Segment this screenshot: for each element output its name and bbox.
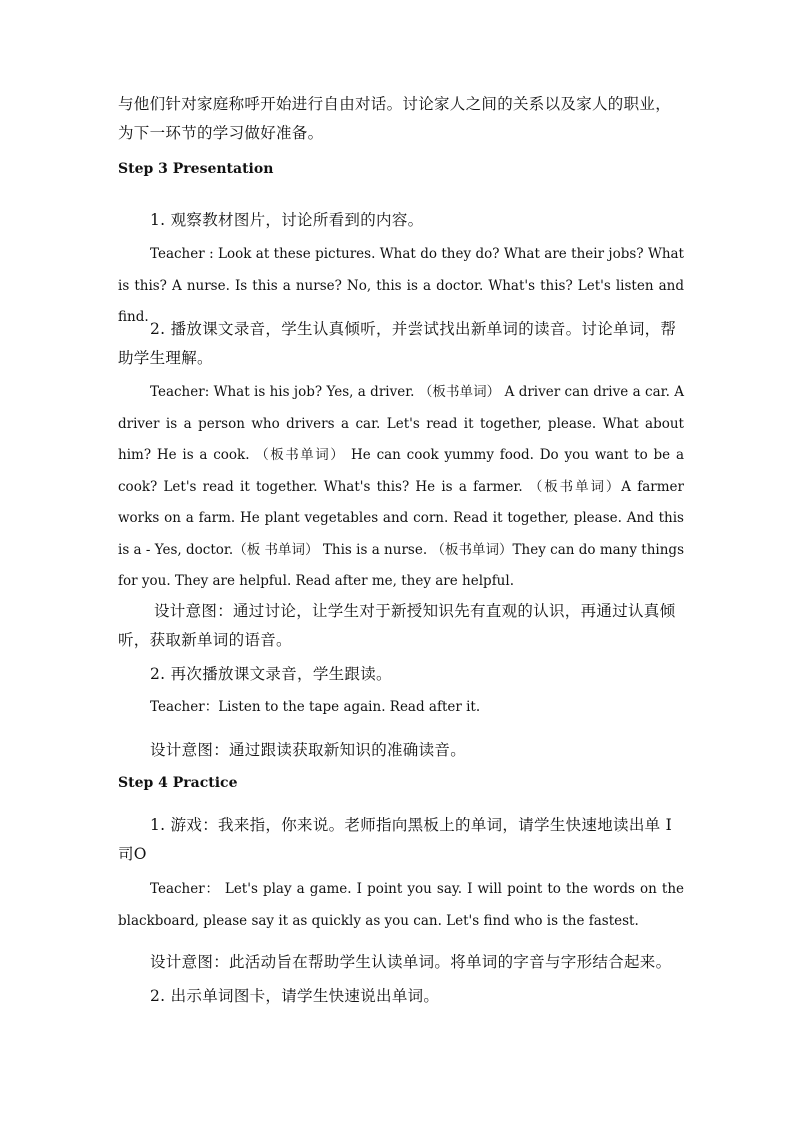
paragraph-teacher-game: Teacher： Let's play a game. I point you say. I will point to the words on the blackboard, please say it as quickly as you can. Let's find who is the fastest.	[118, 881, 684, 929]
paragraph-teacher-listen: Teacher：Listen to the tape again. Read after it.	[150, 699, 481, 715]
paragraph-teacher-driver: Teacher: What is his job? Yes, a driver. （板书单词） A driver can drive a car. A driver is a person who drivers a car. Let's read it together, please. What about him? He is a cook. （板书单词） He can cook yummy food. Do you want to be a cook? Let's read it together. What's this? He is a farmer. （板书单词）A farmer works on a farm. He plant vegetables and corn. Read it together, please. And this is a - Yes, doctor.（板 书单词） This is a nurse. （板书单词）They can do many things for you. They are helpful. Read after me, they are helpful.	[118, 384, 684, 589]
heading-step3: Step 3 Presentation	[118, 161, 274, 177]
paragraph-game: 1. 游戏：我来指，你来说。老师指向黑板上的单词，请学生快速地读出单 I司O	[118, 816, 673, 863]
paragraph-step3-item1: 1. 观察教材图片，讨论所看到的内容。	[150, 211, 424, 229]
paragraph-flashcards: 2. 出示单词图卡，请学生快速说出单词。	[150, 987, 440, 1005]
paragraph-design-intent-1: 设计意图：通过讨论，让学生对于新授知识先有直观的认识，再通过认真倾听，获取新单词的语音。	[118, 602, 676, 649]
paragraph-intro: 与他们针对家庭称呼开始进行自由对话。讨论家人之间的关系以及家人的职业，为下一环节的学习做好准备。	[118, 95, 672, 142]
paragraph-teacher-look: Teacher : Look at these pictures. What do they do? What are their jobs? What is this? A nurse. Is this a nurse? No, this is a doctor. What's this? Let's listen and find.	[118, 246, 684, 325]
paragraph-replay: 2. 再次播放课文录音，学生跟读。	[150, 665, 392, 683]
heading-step4: Step 4 Practice	[118, 775, 238, 791]
paragraph-design-intent-3: 设计意图：此活动旨在帮助学生认读单词。将单词的字音与字形结合起来。	[150, 953, 672, 971]
paragraph-step3-item2: 2. 播放课文录音，学生认真倾听，并尝试找出新单词的读音。讨论单词，帮助学生理解。	[118, 320, 677, 367]
paragraph-design-intent-2: 设计意图：通过跟读获取新知识的准确读音。	[150, 741, 467, 759]
